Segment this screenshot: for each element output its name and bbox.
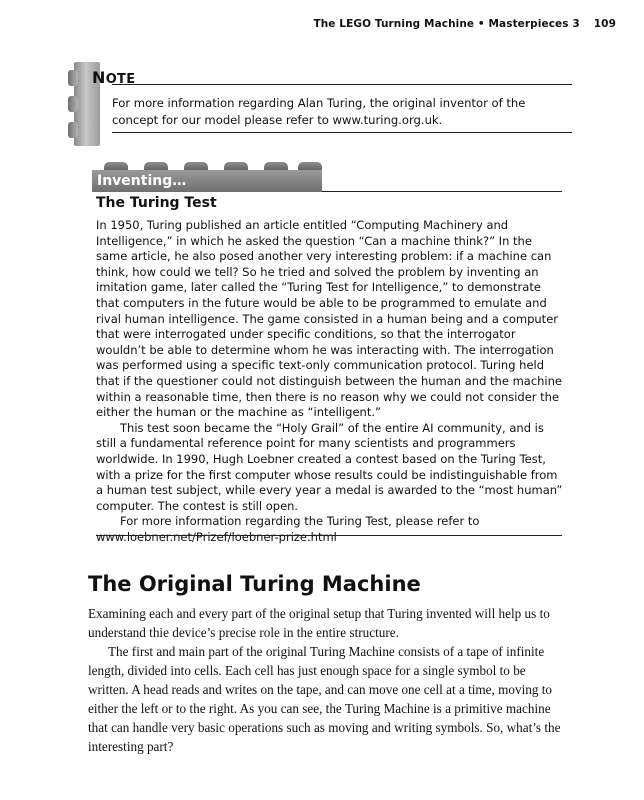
paragraph: This test soon became the “Holy Grail” of the entire AI community, and is still a fundamental reference point for many scientists and programmers worldwide. In 1990, Hugh Loebner created a contest based on the Turing Test, with a prize for the first computer whose results could be indistinguishable from a human test subject, while every year a medal is awarded to the “most human” computer. The contest is still open. [96,420,563,513]
divider [322,191,562,192]
paragraph: Examining each and every part of the original setup that Turing invented will help us to understand thie device’s precise role in the entire structure. [88,606,550,640]
section-body [88,604,566,756]
note-title: NOTE [92,68,136,87]
divider [112,132,572,133]
divider [112,84,572,85]
inventing-label: Inventing… [97,173,187,189]
note-text: For more information regarding Alan Turing, the original inventor of the concept for our model please refer to www.turing.org.uk. [112,96,526,127]
paragraph: The first and main part of the original Turing Machine consists of a tape of infinite length, divided into cells. Each cell has just enough space for a single symbol to be written. A head reads and writes on the tape, and can move one cell at a time, moving to either the left or to the right. As you can see, the Turing Machine is a primitive machine that can handle very basic operations such as moving and writing symbols. So, what’s the interesting part? [88,644,561,754]
divider [96,535,562,536]
sidebar-body [96,218,566,545]
paragraph: In 1950, Turing published an article entitled “Computing Machinery and Intelligence,” in which he asked the question “Can a machine think?” In the same article, he also posed another very interesting problem: if a machine can think, how could we tell? So he tried and solved the problem by inventing an imitation game, later called the “Turing Test for Intelligence,” to demonstrate that computers in the future would be able to be programmed to emulate and rival human intelligence. The game consisted in a human being and a computer that were interrogated under specific conditions, so that the interrogator wouldn’t be able to determine whom he was interacting with. The interrogation was performed using a specific text-only communication protocol. Turing held that if the questioner could not distinguish between the human and the machine within a reasonable time, then there is no reason why we could not consider the either the human or the machine as “intelligent.” [96,218,562,420]
page-number: 109 [593,18,616,30]
sidebar-heading: The Turing Test [96,195,217,211]
running-header [313,18,616,30]
section-title: The Original Turing Machine [88,572,421,596]
paragraph: For more information regarding the Turing Test, please refer to www.loebner.net/Prizef/loebner-prize.html [96,514,480,544]
running-title: The LEGO Turning Machine • Masterpieces 3 [313,18,580,30]
